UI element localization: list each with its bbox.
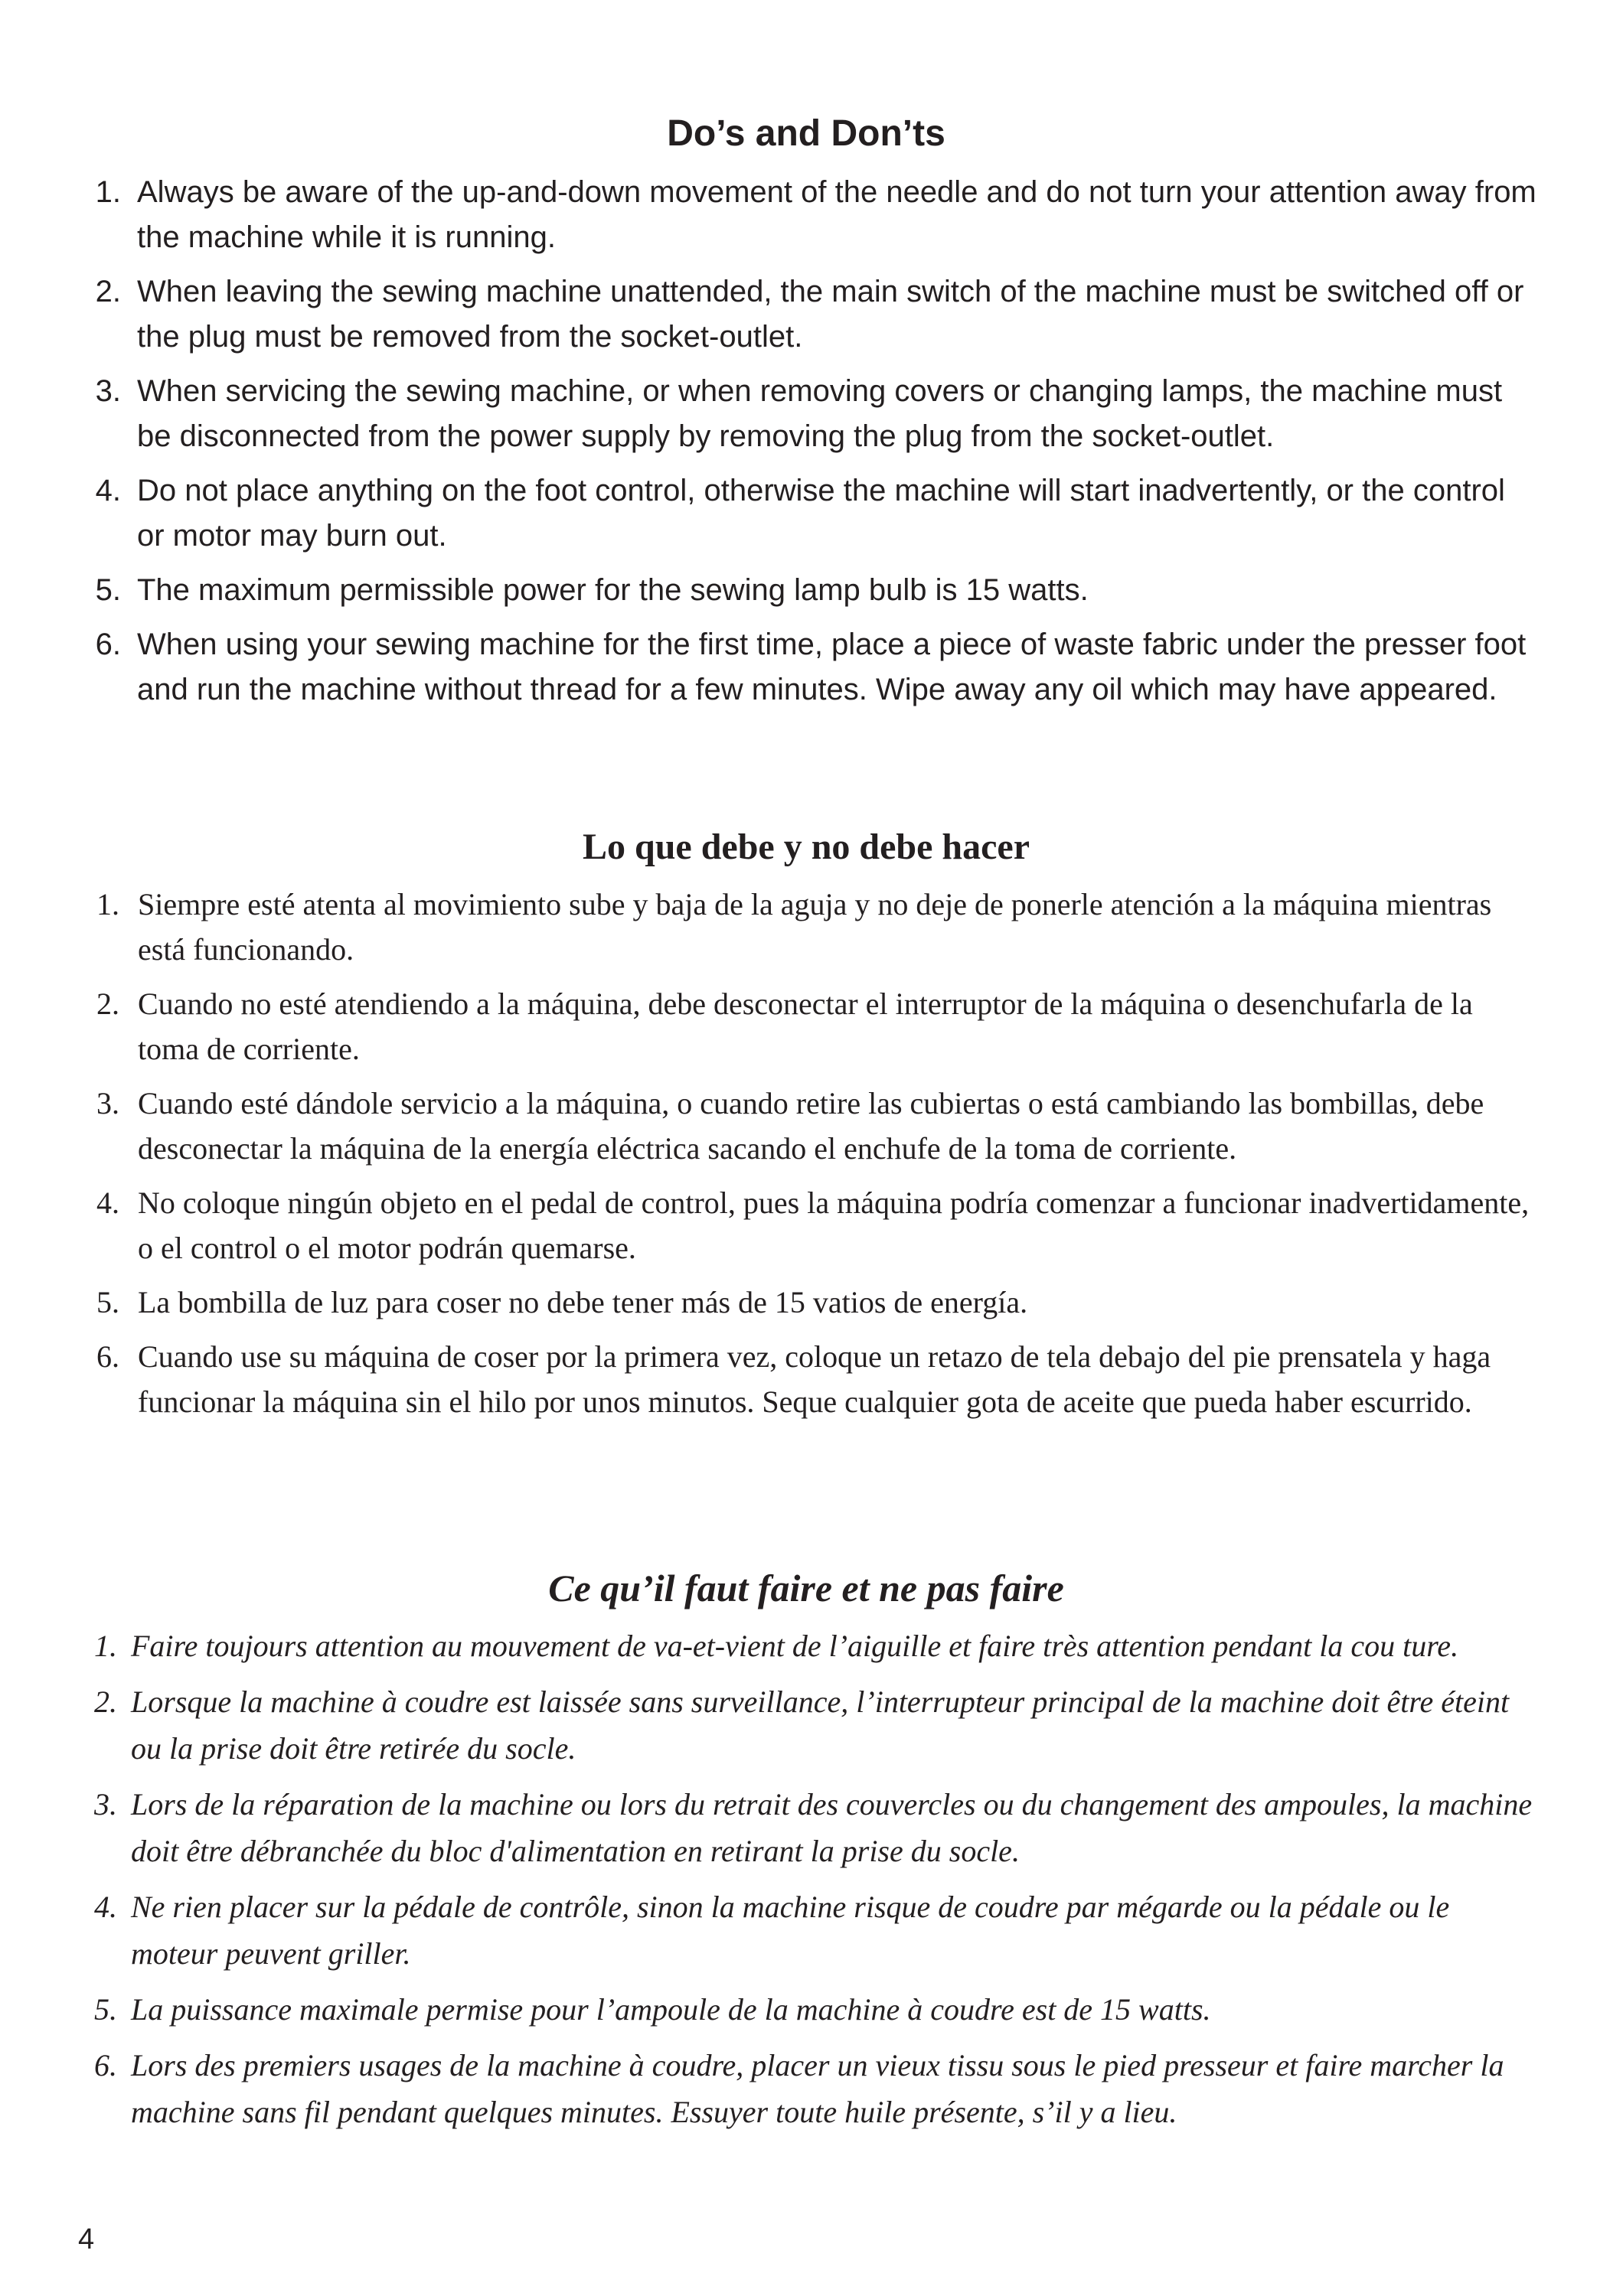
item-number: 6. <box>94 2048 117 2082</box>
item-number: 3. <box>95 374 121 408</box>
item-number: 5. <box>94 1992 117 2027</box>
item-number: 5. <box>95 573 121 607</box>
list-item <box>75 882 1537 972</box>
item-number: 3. <box>96 1086 119 1120</box>
section-spanish <box>75 820 1537 1433</box>
item-number: 4. <box>94 1890 117 1924</box>
list-item <box>75 1781 1537 1874</box>
item-text: Lors des premiers usages de la machine à coudre, placer un vieux tissu sous le pied presseur et faire marcher la machine sans fil pendant quelques minutes. Essuyer toute huile présente, s’il y a lieu. <box>131 2048 1504 2129</box>
list-item <box>75 1883 1537 1977</box>
list-item <box>75 1986 1537 2033</box>
item-number: 1. <box>94 1629 117 1663</box>
item-text: Lorsque la machine à coudre est laissée sans surveillance, l’interrupteur principal de la machine doit être éteint ou la prise doit être retirée du socle. <box>131 1684 1510 1766</box>
list-item <box>75 1678 1537 1772</box>
list-item <box>75 1280 1537 1325</box>
item-number: 4. <box>96 1186 119 1220</box>
list-item <box>75 2042 1537 2135</box>
item-text: When leaving the sewing machine unattended, the main switch of the machine must be switched off or the plug must be removed from the socket-outlet. <box>137 275 1524 354</box>
item-text: Lors de la réparation de la machine ou lors du retrait des couvercles ou du changement des ampoules, la machine doit être débranchée du bloc d'alimentation en retirant la prise du socle. <box>131 1787 1533 1868</box>
list-item <box>75 568 1537 613</box>
item-text: The maximum permissible power for the sewing lamp bulb is 15 watts. <box>137 573 1089 607</box>
instruction-list <box>75 170 1537 713</box>
item-number: 5. <box>96 1285 119 1319</box>
item-number: 6. <box>96 1339 119 1374</box>
item-text: Faire toujours attention au mouvement de va-et-vient de l’aiguille et faire très attention pendant la cou ture. <box>131 1629 1459 1663</box>
section-title: Ce qu’il faut faire et ne pas faire <box>548 1567 1064 1609</box>
item-text: La bombilla de luz para coser no debe tener más de 15 vatios de energía. <box>138 1285 1028 1319</box>
item-text: Siempre esté atenta al movimiento sube y baja de la aguja y no deje de ponerle atención a la máquina mientras está funcionando. <box>138 887 1492 967</box>
instruction-list <box>75 1623 1537 2135</box>
item-text: Cuando no esté atendiendo a la máquina, debe desconectar el interruptor de la máquina o desenchufarla de la toma de corriente. <box>138 987 1473 1066</box>
item-number: 2. <box>94 1684 117 1719</box>
item-text: Ne rien placer sur la pédale de contrôle, sinon la machine risque de coudre par mégarde ou la pédale ou le moteur peuvent griller. <box>131 1890 1450 1971</box>
item-number: 2. <box>96 987 119 1021</box>
item-text: Always be aware of the up-and-down movement of the needle and do not turn your attention away from the machine while it is running. <box>137 175 1536 254</box>
item-number: 1. <box>95 175 121 209</box>
list-item <box>75 1180 1537 1270</box>
page-number: 4 <box>78 2223 95 2255</box>
item-text: No coloque ningún objeto en el pedal de control, pues la máquina podría comenzar a funcionar inadvertidamente, o el control o el motor podrán quemarse. <box>138 1186 1530 1265</box>
item-text: Cuando use su máquina de coser por la primera vez, coloque un retazo de tela debajo del pie prensatela y haga funcionar la máquina sin el hilo por unos minutos. Seque cualquier gota de aceite que pueda haber escurrido. <box>138 1339 1491 1419</box>
item-number: 6. <box>95 628 121 661</box>
list-item <box>75 170 1537 260</box>
item-text: Cuando esté dándole servicio a la máquina, o cuando retire las cubiertas o está cambiando las bombillas, debe desconectar la máquina de la energía eléctrica sacando el enchufe de la toma de corriente. <box>138 1086 1484 1166</box>
item-number: 1. <box>96 887 119 921</box>
section-title: Do’s and Don’ts <box>667 113 945 154</box>
list-item <box>75 468 1537 559</box>
list-item <box>75 1623 1537 1669</box>
item-text: When servicing the sewing machine, or when removing covers or changing lamps, the machine must be disconnected from the power supply by removing the plug from the socket-outlet. <box>137 374 1503 453</box>
section-title: Lo que debe y no debe hacer <box>582 827 1030 867</box>
list-item <box>75 369 1537 459</box>
list-item <box>75 981 1537 1071</box>
section-english <box>75 107 1537 722</box>
item-number: 2. <box>95 275 121 308</box>
list-item <box>75 1081 1537 1171</box>
item-number: 4. <box>95 474 121 507</box>
section-french <box>75 1561 1537 2144</box>
list-item <box>75 1334 1537 1424</box>
item-text: La puissance maximale permise pour l’ampoule de la machine à coudre est de 15 watts. <box>131 1992 1211 2027</box>
item-text: Do not place anything on the foot control, otherwise the machine will start inadvertently, or the control or motor may burn out. <box>137 474 1505 553</box>
list-item <box>75 269 1537 360</box>
list-item <box>75 622 1537 713</box>
instruction-list <box>75 882 1537 1424</box>
item-number: 3. <box>94 1787 117 1821</box>
item-text: When using your sewing machine for the first time, place a piece of waste fabric under the presser foot and run the machine without thread for a few minutes. Wipe away any oil which may have appeared. <box>137 628 1527 706</box>
